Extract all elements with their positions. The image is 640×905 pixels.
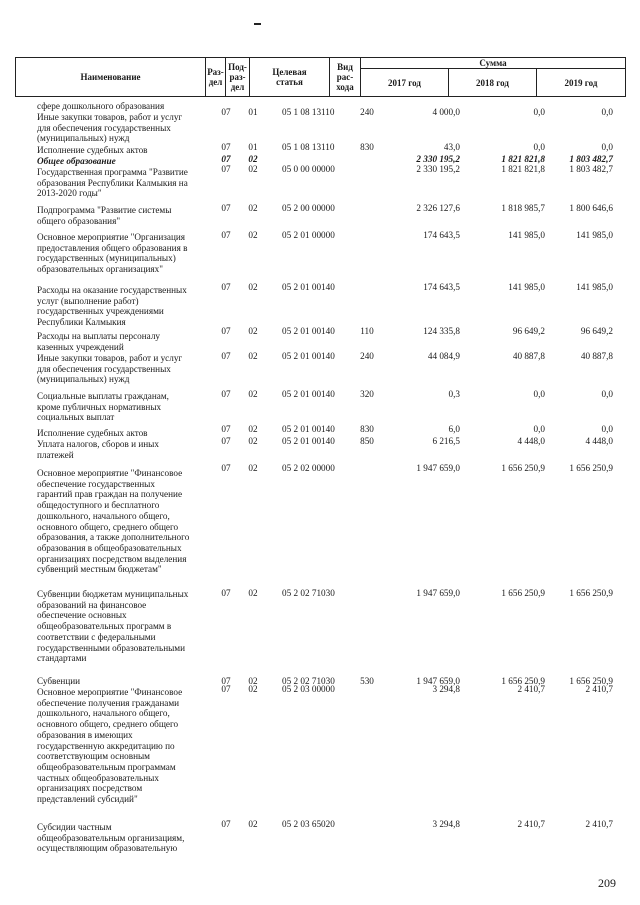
row-value-2019: 4 448,0 [585, 436, 613, 446]
row-name-line: Расходы на оказание государственных [37, 285, 187, 295]
row-name-line: основного общего, среднего общего [37, 521, 179, 532]
row-name-line: образования, а также дополнительного [37, 532, 190, 543]
row-value-2018: 141 985,0 [508, 230, 545, 240]
row-name-line: соответствующим основным [37, 751, 150, 762]
row-name-line: Социальные выплаты гражданам, [37, 391, 169, 401]
row-razdel: 07 [221, 351, 231, 361]
row-name-line: образования в имеющих [37, 729, 133, 740]
row-value-2019: 2 410,7 [585, 819, 613, 829]
header-2018: 2018 год [449, 69, 537, 97]
row-razdel: 07 [221, 436, 231, 446]
row-name-line: обеспечение государственных [37, 478, 155, 489]
row-podrazdel: 02 [248, 154, 258, 164]
row-vid: 320 [360, 389, 374, 399]
row-name [37, 101, 210, 112]
row-celevaya: 05 2 01 00140 [282, 436, 335, 446]
row-value-2019: 141 985,0 [576, 282, 613, 292]
row-value-2018: 1 818 985,7 [501, 203, 545, 213]
row-razdel: 07 [221, 107, 231, 117]
row-value-2019: 1 803 482,7 [569, 164, 613, 174]
row-celevaya: 05 2 03 65020 [282, 819, 335, 829]
row-value-2019: 141 985,0 [576, 230, 613, 240]
row-value-2018: 0,0 [533, 389, 545, 399]
row-podrazdel: 02 [248, 326, 258, 336]
top-mark [254, 23, 261, 25]
row-value-2017: 43,0 [443, 142, 460, 152]
row-name-line: государственных учреждениями [37, 306, 164, 317]
row-value-2017: 1 947 659,0 [416, 676, 460, 686]
row-name-line: Исполнение судебных актов [37, 145, 148, 155]
row-name-line: 2013-2020 годы" [37, 188, 102, 199]
row-value-2017: 124 335,8 [423, 326, 460, 336]
row-name-line: субвенций местным бюджетам" [37, 564, 162, 575]
row-value-2017: 2 330 195,2 [416, 164, 460, 174]
row-razdel: 07 [221, 819, 231, 829]
row-name-line: образования в общеобразовательных [37, 542, 182, 553]
row-celevaya: 05 2 00 00000 [282, 203, 335, 213]
row-name [37, 156, 210, 167]
row-name-line: Расходы на выплаты персоналу [37, 331, 161, 341]
row-celevaya: 05 2 01 00140 [282, 389, 335, 399]
row-celevaya: 05 2 01 00140 [282, 326, 335, 336]
row-name-line: общеобразовательным организациям, [37, 832, 185, 843]
row-value-2017: 6,0 [448, 424, 460, 434]
header-name: Наименование [16, 58, 206, 97]
row-vid: 240 [360, 107, 374, 117]
row-razdel: 07 [221, 230, 231, 240]
row-name [37, 687, 210, 805]
row-value-2019: 96 649,2 [580, 326, 613, 336]
row-razdel: 07 [221, 463, 231, 473]
row-name-line: образований на финансовое [37, 599, 147, 610]
row-name [37, 439, 210, 460]
row-value-2018: 2 410,7 [517, 819, 545, 829]
row-name-line: Исполнение судебных актов [37, 428, 148, 438]
row-name-line: для обеспечения государственных [37, 122, 171, 133]
row-name-line: дошкольного, начального общего, [37, 708, 170, 719]
row-name-line: Иные закупки товаров, работ и услуг [37, 353, 183, 363]
row-name-line: Субвенции бюджетам муниципальных [37, 589, 189, 599]
row-name [37, 112, 210, 144]
row-name-line: Субсидии частным [37, 822, 112, 832]
row-name-line: государственными образовательными [37, 642, 186, 653]
row-celevaya: 05 2 01 00000 [282, 230, 335, 240]
row-value-2019: 2 410,7 [585, 684, 613, 694]
row-value-2018: 1 656 250,9 [501, 463, 545, 473]
row-podrazdel: 02 [248, 684, 258, 694]
row-name-line: сфере дошкольного образования [37, 101, 165, 111]
row-name-line: дошкольного, начального общего, [37, 510, 170, 521]
row-value-2017: 174 643,5 [423, 230, 460, 240]
row-name-line: организациях посредством выделения [37, 553, 187, 564]
row-name-line: Уплата налогов, сборов и иных [37, 439, 159, 449]
row-razdel: 07 [221, 164, 231, 174]
row-name-line: Общее образование [37, 156, 116, 166]
row-podrazdel: 01 [248, 142, 258, 152]
row-celevaya: 05 2 01 00140 [282, 282, 335, 292]
row-value-2019: 0,0 [601, 424, 613, 434]
row-value-2017: 6 216,5 [432, 436, 460, 446]
row-podrazdel: 02 [248, 424, 258, 434]
header-2019: 2019 год [537, 69, 626, 97]
row-razdel: 07 [221, 326, 231, 336]
row-value-2017: 44 084,9 [427, 351, 460, 361]
page-number: 209 [598, 876, 616, 890]
row-value-2018: 1 656 250,9 [501, 676, 545, 686]
row-name-line: услуг (выполнение работ) [37, 295, 139, 306]
row-podrazdel: 01 [248, 107, 258, 117]
row-value-2018: 0,0 [533, 142, 545, 152]
row-name [37, 428, 210, 439]
row-value-2019: 1 803 482,7 [569, 154, 613, 164]
header-celevaya: Целевая статья [250, 58, 330, 97]
row-value-2017: 2 330 195,2 [416, 154, 460, 164]
row-vid: 240 [360, 351, 374, 361]
row-value-2017: 1 947 659,0 [416, 588, 460, 598]
row-name-line: общего образования" [37, 215, 121, 226]
row-name-line: предоставления общего образования в [37, 242, 188, 253]
row-name-line: Государственная программа "Развитие [37, 167, 188, 177]
row-razdel: 07 [221, 154, 231, 164]
row-podrazdel: 02 [248, 436, 258, 446]
row-name-line: общедоступного и бесплатного [37, 500, 160, 511]
row-name-line: государственных (муниципальных) [37, 253, 176, 264]
row-name-line: Республики Калмыкия [37, 317, 126, 328]
row-name-line: Подпрограмма "Развитие системы [37, 205, 172, 215]
table-header [15, 57, 626, 97]
row-value-2019: 1 800 646,6 [569, 203, 613, 213]
row-celevaya: 05 2 02 00000 [282, 463, 335, 473]
row-celevaya: 05 1 08 13110 [282, 107, 335, 117]
row-name-line: общеобразовательных программ в [37, 621, 172, 632]
row-value-2019: 0,0 [601, 142, 613, 152]
row-name-line: Иные закупки товаров, работ и услуг [37, 112, 183, 122]
row-vid: 830 [360, 424, 374, 434]
row-name-line: обеспечение получения гражданами [37, 697, 180, 708]
row-name-line: (муниципальных) нужд [37, 133, 130, 144]
row-name-line: кроме публичных нормативных [37, 401, 162, 412]
row-name [37, 285, 210, 328]
row-name-line: социальных выплат [37, 412, 115, 423]
row-razdel: 07 [221, 588, 231, 598]
row-name-line: платежей [37, 449, 74, 460]
row-name-line: для обеспечения государственных [37, 363, 171, 374]
row-name [37, 353, 210, 385]
row-name [37, 205, 210, 226]
row-celevaya: 05 2 02 71030 [282, 588, 335, 598]
row-value-2018: 2 410,7 [517, 684, 545, 694]
row-razdel: 07 [221, 282, 231, 292]
row-value-2017: 3 294,8 [432, 819, 460, 829]
row-podrazdel: 02 [248, 463, 258, 473]
row-podrazdel: 02 [248, 588, 258, 598]
row-value-2019: 1 656 250,9 [569, 676, 613, 686]
row-value-2018: 1 821 821,8 [501, 154, 545, 164]
row-vid: 830 [360, 142, 374, 152]
row-name-line: казенных учреждений [37, 341, 124, 352]
row-name [37, 468, 210, 575]
row-value-2018: 1 656 250,9 [501, 588, 545, 598]
row-podrazdel: 02 [248, 819, 258, 829]
row-value-2018: 0,0 [533, 424, 545, 434]
row-podrazdel: 02 [248, 282, 258, 292]
header-podrazdel: Под- раз- дел [226, 58, 250, 97]
row-value-2017: 0,3 [448, 389, 460, 399]
row-name-line: образовательных организациях" [37, 264, 163, 275]
row-celevaya: 05 2 03 00000 [282, 684, 335, 694]
row-value-2018: 40 887,8 [512, 351, 545, 361]
row-razdel: 07 [221, 142, 231, 152]
row-name-line: представлений субсидий" [37, 794, 138, 805]
row-razdel: 07 [221, 203, 231, 213]
row-name [37, 331, 210, 352]
row-name-line: Субвенции [37, 676, 81, 686]
row-name-line: гарантий прав граждан на получение [37, 489, 183, 500]
row-name-line: (муниципальных) нужд [37, 374, 130, 385]
row-vid: 530 [360, 676, 374, 686]
row-celevaya: 05 2 01 00140 [282, 351, 335, 361]
row-value-2017: 1 947 659,0 [416, 463, 460, 473]
row-value-2019: 0,0 [601, 107, 613, 117]
row-name-line: образования Республики Калмыкия на [37, 177, 188, 188]
row-celevaya: 05 0 00 00000 [282, 164, 335, 174]
row-celevaya: 05 2 02 71030 [282, 676, 335, 686]
row-value-2017: 4 000,0 [432, 107, 460, 117]
header-2017: 2017 год [361, 69, 449, 97]
header-razdel: Раз- дел [206, 58, 226, 97]
row-value-2018: 0,0 [533, 107, 545, 117]
row-value-2018: 141 985,0 [508, 282, 545, 292]
row-name-line: частных общеобразовательных [37, 772, 159, 783]
row-value-2017: 3 294,8 [432, 684, 460, 694]
row-vid: 850 [360, 436, 374, 446]
row-razdel: 07 [221, 684, 231, 694]
row-podrazdel: 02 [248, 389, 258, 399]
row-name-line: соответствии с федеральными [37, 631, 156, 642]
row-name [37, 676, 210, 687]
row-value-2017: 174 643,5 [423, 282, 460, 292]
row-name-line: стандартами [37, 653, 87, 664]
row-value-2019: 40 887,8 [580, 351, 613, 361]
row-name [37, 391, 210, 423]
row-value-2019: 1 656 250,9 [569, 588, 613, 598]
header-vid: Вид рас- хода [330, 58, 361, 97]
row-podrazdel: 02 [248, 230, 258, 240]
row-value-2019: 0,0 [601, 389, 613, 399]
row-name-line: Основное мероприятие "Финансовое [37, 687, 183, 697]
row-name [37, 822, 210, 854]
row-name-line: осуществляющим образовательную [37, 843, 178, 854]
row-value-2017: 2 326 127,6 [416, 203, 460, 213]
row-podrazdel: 02 [248, 676, 258, 686]
row-name-line: основного общего, среднего общего [37, 719, 179, 730]
row-name-line: обеспечение основных [37, 610, 127, 621]
row-name-line: организациях посредством [37, 783, 143, 794]
row-razdel: 07 [221, 389, 231, 399]
row-name-line: Основное мероприятие "Финансовое [37, 468, 183, 478]
row-value-2019: 1 656 250,9 [569, 463, 613, 473]
row-name [37, 589, 210, 664]
row-razdel: 07 [221, 676, 231, 686]
row-name [37, 145, 210, 156]
row-razdel: 07 [221, 424, 231, 434]
row-celevaya: 05 2 01 00140 [282, 424, 335, 434]
row-name-line: государственную аккредитацию по [37, 740, 175, 751]
row-value-2018: 1 821 821,8 [501, 164, 545, 174]
row-value-2018: 96 649,2 [512, 326, 545, 336]
row-podrazdel: 02 [248, 351, 258, 361]
row-podrazdel: 02 [248, 164, 258, 174]
header-summa: Сумма [361, 58, 626, 69]
row-name [37, 167, 210, 199]
row-podrazdel: 02 [248, 203, 258, 213]
row-celevaya: 05 1 08 13110 [282, 142, 335, 152]
row-name-line: общеобразовательным программам [37, 761, 176, 772]
row-value-2018: 4 448,0 [517, 436, 545, 446]
row-vid: 110 [360, 326, 374, 336]
row-name [37, 232, 210, 275]
row-name-line: Основное мероприятие "Организация [37, 232, 186, 242]
